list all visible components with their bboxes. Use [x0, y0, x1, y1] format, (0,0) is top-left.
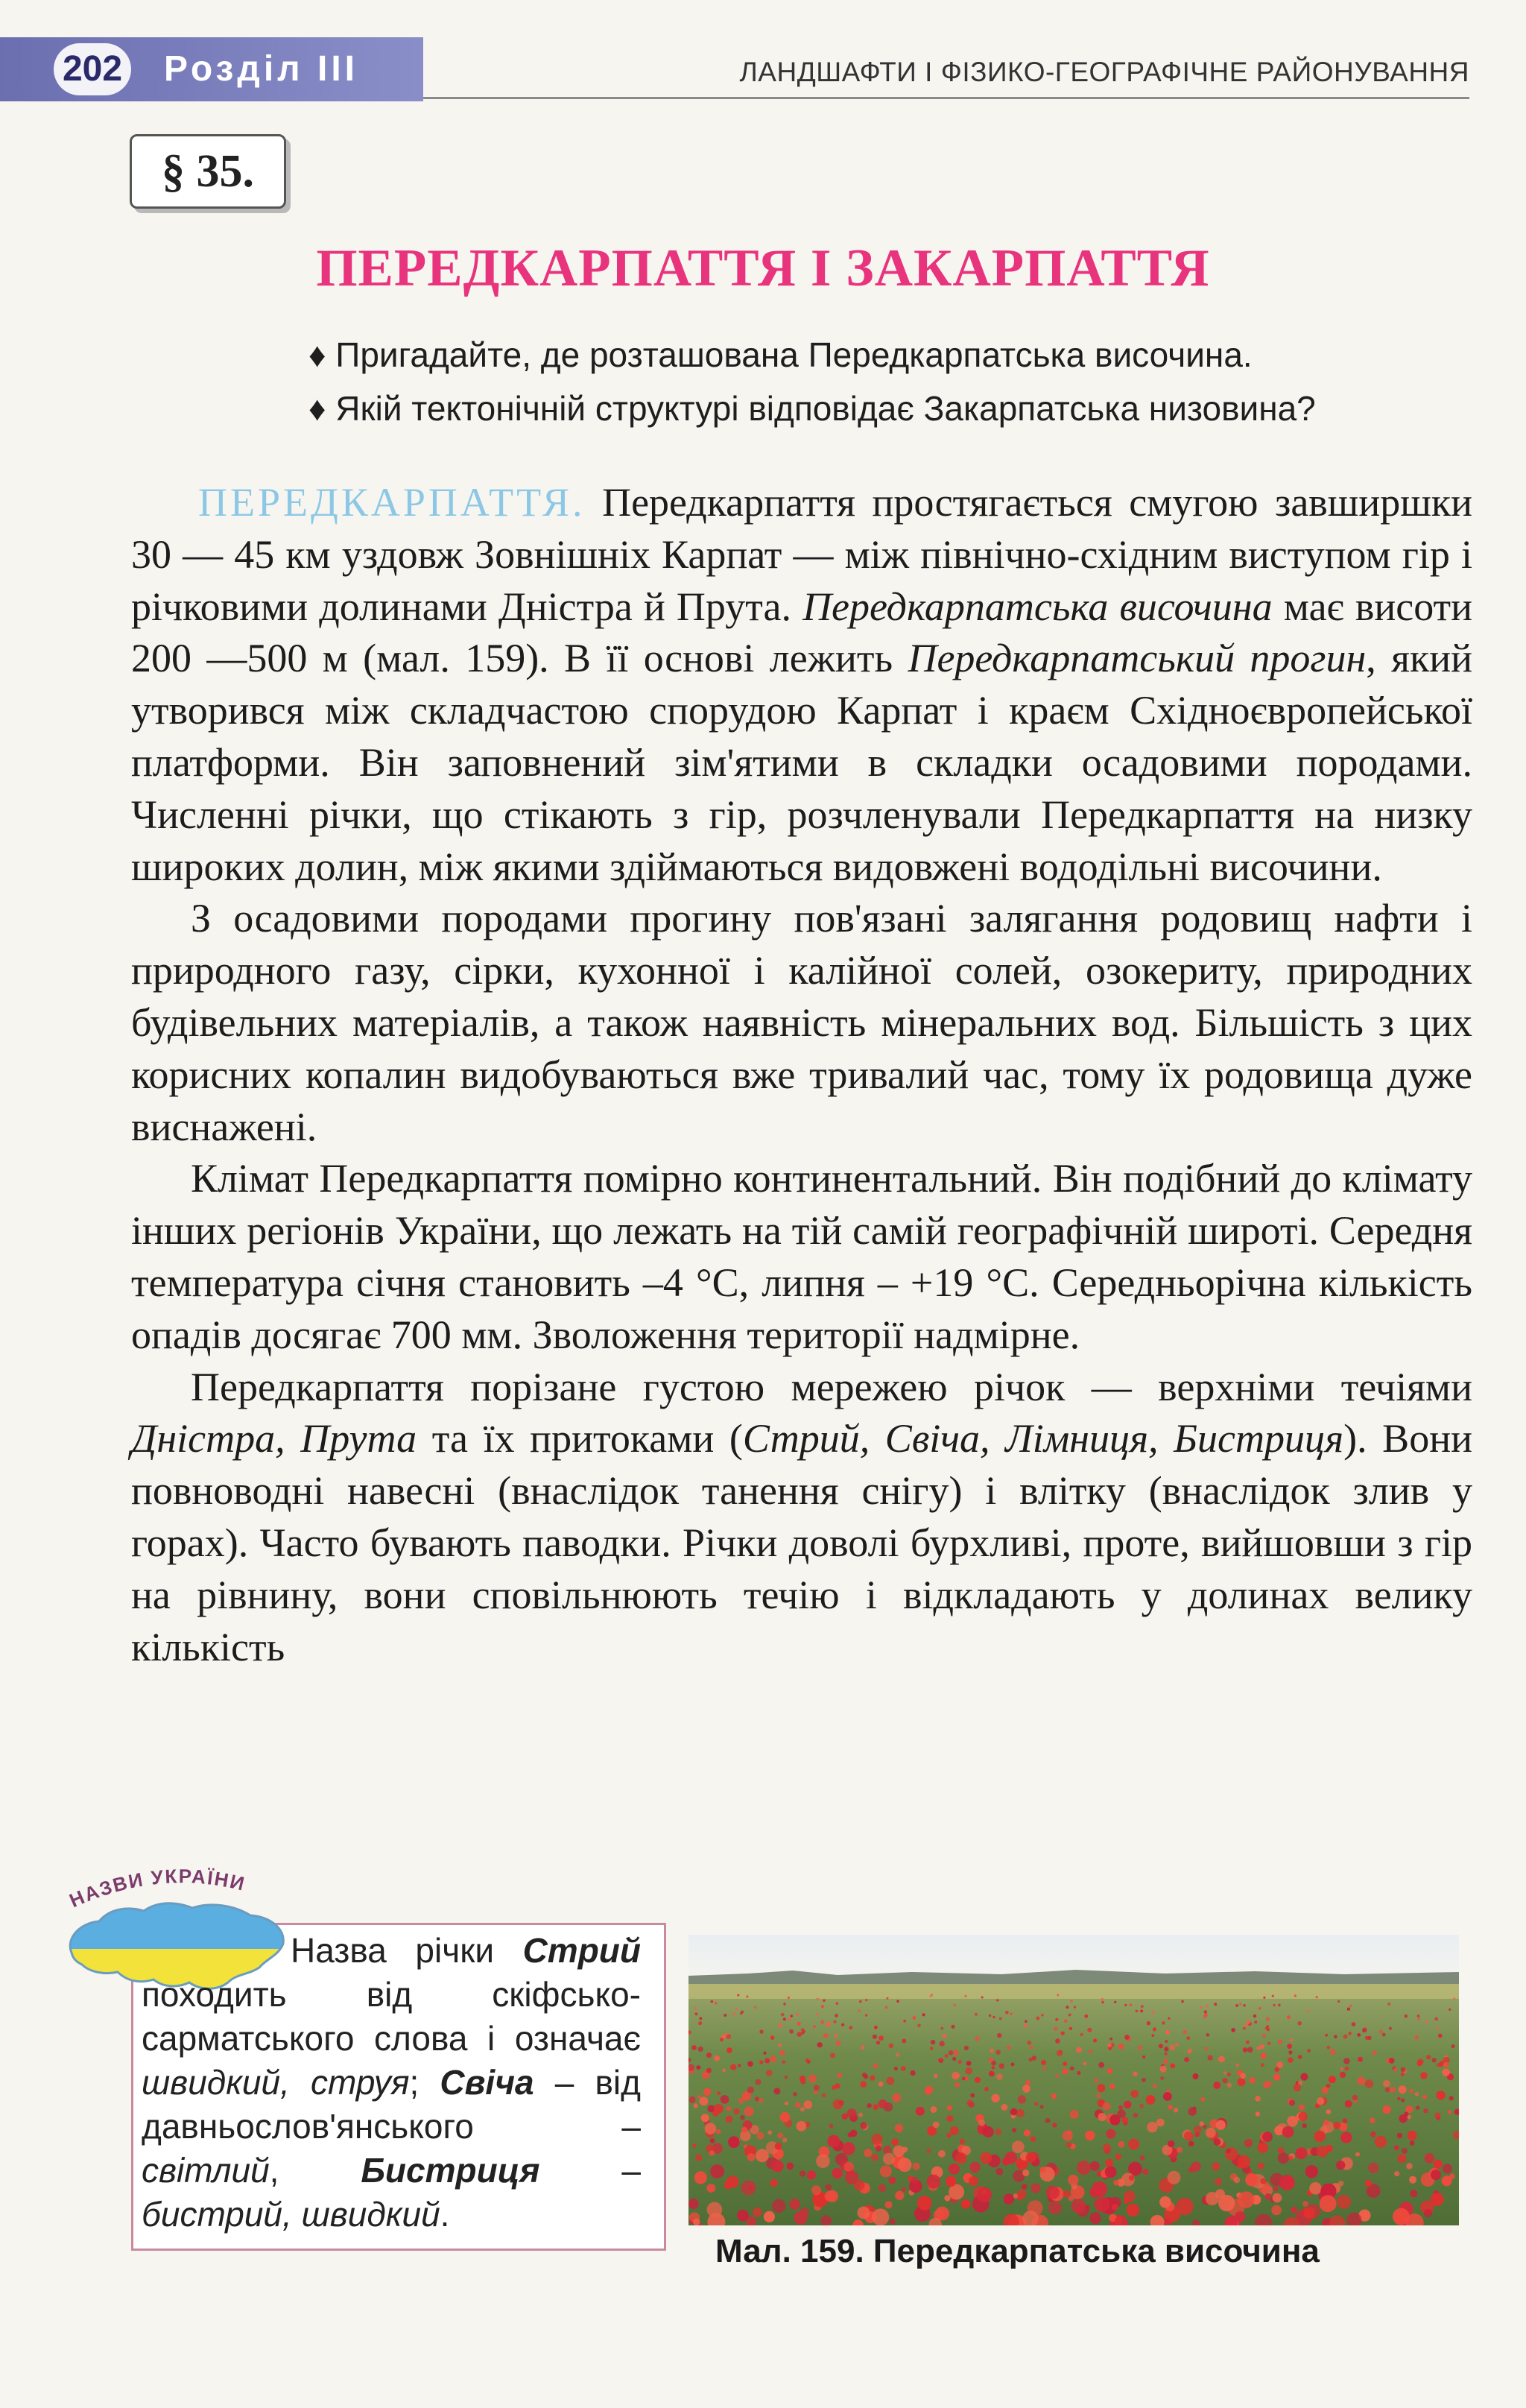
paragraph-4: Передкарпаття порізане густою мережею річок — верхніми течіями Дністра, Прута та їх притоками (Стрий, Свіча, Лімниця, Бистриця). Вони повноводні навесні (внаслідок танення снігу) і влітку (внаслідок злив у горах). Часто бувають паводки. Річки доволі бурхливі, проте, вийшовши з гір на рівнину, вони сповільнюють течію і відкладають у долинах велику кількість [131, 1364, 1472, 1669]
review-questions [308, 328, 1471, 435]
names-box-text: Назва річки Стрий походить від скіфсько-сарматського слова і означає швидкий, струя; Свіча – від давньослов'янського – світлий, Бистриця – бистрий, швидкий. [142, 1931, 641, 2234]
section-label: Розділ III [164, 49, 359, 89]
page-number: 202 [54, 43, 131, 95]
poppy-field-photo [688, 1935, 1459, 2225]
paragraph-2: З осадовими породами прогину пов'язані залягання родовищ нафти і природного газу, сірки, кухонної і калійної солей, озокериту, природних будівельних матеріалів, а також наявність мінеральних вод. Більшість з цих корисних копалин видобуваються вже тривалий час, тому їх родовища дуже виснажені. [131, 896, 1472, 1149]
paragraph-1: ПЕРЕДКАРПАТТЯ. Передкарпаття простягається смугою завширшки 30 — 45 км уздовж Зовнішніх Карпат — між північно-східним виступом гір і річковими долинами Дністра й Прута. Передкарпатська височина має висоти 200 —500 м (мал. 159). В її основі лежить Передкарпатський прогин, який утворився між складчастою спорудою Карпат і краєм Східноєвропейської платформи. Він заповнений зім'ятими в складки осадовими породами. Численні річки, що стікають з гір, розчленували Передкарпаття на низку широких долин, між якими здіймаються видовжені вододільні височини. [131, 480, 1473, 889]
header-rule [423, 97, 1469, 99]
figure-caption: Мал. 159. Передкарпатська височина [715, 2233, 1320, 2269]
question-item: ♦ Якій тектонічній структурі відповідає Закарпатська низовина? [308, 389, 1316, 428]
paragraph-number: § 35. [130, 134, 286, 209]
page-title: ПЕРЕДКАРПАТТЯ І ЗАКАРПАТТЯ [316, 239, 1210, 297]
running-title: ЛАНДШАФТИ І ФІЗИКО-ГЕОГРАФІЧНЕ РАЙОНУВАННЯ [739, 57, 1469, 87]
paragraph-3: Клімат Передкарпаття помірно континентальний. Він подібний до клімату інших регіонів України, що лежать на тій самій географічній широті. Середня температура січня становить –4 °С, липня – +19 °С. Середньорічна кількість опадів досягає 700 мм. Зволоження території надмірне. [131, 1156, 1472, 1357]
names-badge-text: НАЗВИ УКРАЇНИ [66, 1865, 248, 1912]
body-text [131, 477, 1472, 1673]
question-item: ♦ Пригадайте, де розташована Передкарпатська височина. [308, 335, 1253, 374]
lead-term: ПЕРЕДКАРПАТТЯ. [198, 480, 586, 525]
